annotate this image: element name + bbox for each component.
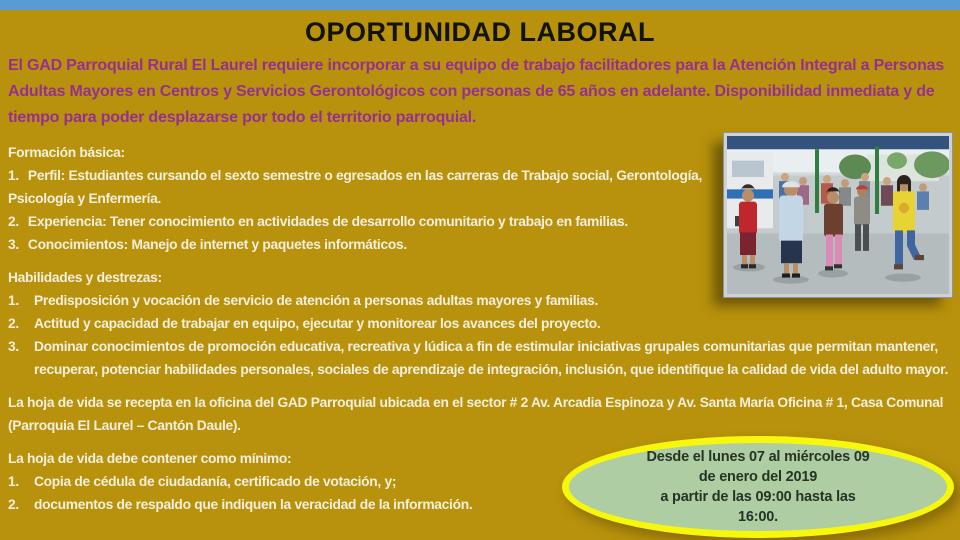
item-text: Perfil: Estudiantes cursando el sexto semestre o egresados en las carreras de Trabajo social, Gerontología, Psicología y Enfermería. <box>8 168 703 206</box>
top-blue-bar <box>0 0 960 10</box>
item-number: 2. <box>8 497 19 512</box>
item-text: Conocimientos: Manejo de internet y paquetes informáticos. <box>27 237 407 252</box>
item-number: 1. <box>8 293 19 308</box>
dates-badge <box>562 436 954 538</box>
page-title: OPORTUNIDAD LABORAL <box>305 17 655 47</box>
item-number: 3. <box>8 339 19 354</box>
photo-illustration <box>727 136 949 294</box>
list-item <box>8 312 952 335</box>
item-text: Experiencia: Tener conocimiento en actividades de desarrollo comunitario y trabajo en familias. <box>27 214 628 229</box>
photo-elderly-exercise <box>724 133 952 297</box>
item-text: Copia de cédula de ciudadanía, certificado de votación, y; <box>34 474 397 489</box>
item-text: Dominar conocimientos de promoción educativa, recreativa y lúdica a fin de estimular iniciativas grupales comunitarias que permitan mantener, recuperar, potenciar habilidades personales, sociales de aprendizaje de integración, inclusión, que identifique la calidad de vida del adulto mayor. <box>34 339 949 377</box>
minimo-heading: La hoja de vida debe contener como mínimo: <box>8 451 292 466</box>
badge-line: 16:00. <box>738 509 778 525</box>
formacion-heading: Formación básica: <box>8 145 125 160</box>
item-number: 3. <box>8 237 19 252</box>
item-text: documentos de respaldo que indiquen la veracidad de la información. <box>34 497 473 512</box>
badge-line: a partir de las 09:00 hasta las <box>660 489 856 505</box>
list-item <box>8 335 952 381</box>
intro-paragraph: El GAD Parroquial Rural El Laurel requiere incorporar a su equipo de trabajo facilitadores para la Atención Integral a Personas Adultas Mayores en Centros y Servicios Gerontológicos con personas de 65 años en adelante. Disponibilidad inmediata y de tiempo para poder desplazarse por todo el territorio parroquial. <box>8 57 945 126</box>
section-recepcion <box>8 391 952 437</box>
item-number: 1. <box>8 474 19 489</box>
item-text: Actitud y capacidad de trabajar en equipo, ejecutar y monitorear los avances del proyecto. <box>34 316 601 331</box>
item-text: Predisposición y vocación de servicio de atención a personas adultas mayores y familias. <box>34 293 599 308</box>
recepcion-text: La hoja de vida se recepta en la oficina del GAD Parroquial ubicada en el sector # 2 Av. Arcadia Espinoza y Av. Santa María Oficina # 1, Casa Comunal (Parroquia El Laurel – Cantón Daule). <box>8 395 944 433</box>
item-number: 1. <box>8 168 19 183</box>
item-number: 2. <box>8 214 19 229</box>
badge-line: de enero del 2019 <box>698 469 818 485</box>
habilidades-heading: Habilidades y destrezas: <box>8 270 162 285</box>
list-item <box>8 289 714 312</box>
badge-line: Desde el lunes 07 al miércoles 09 <box>646 449 870 465</box>
item-number: 2. <box>8 316 19 331</box>
